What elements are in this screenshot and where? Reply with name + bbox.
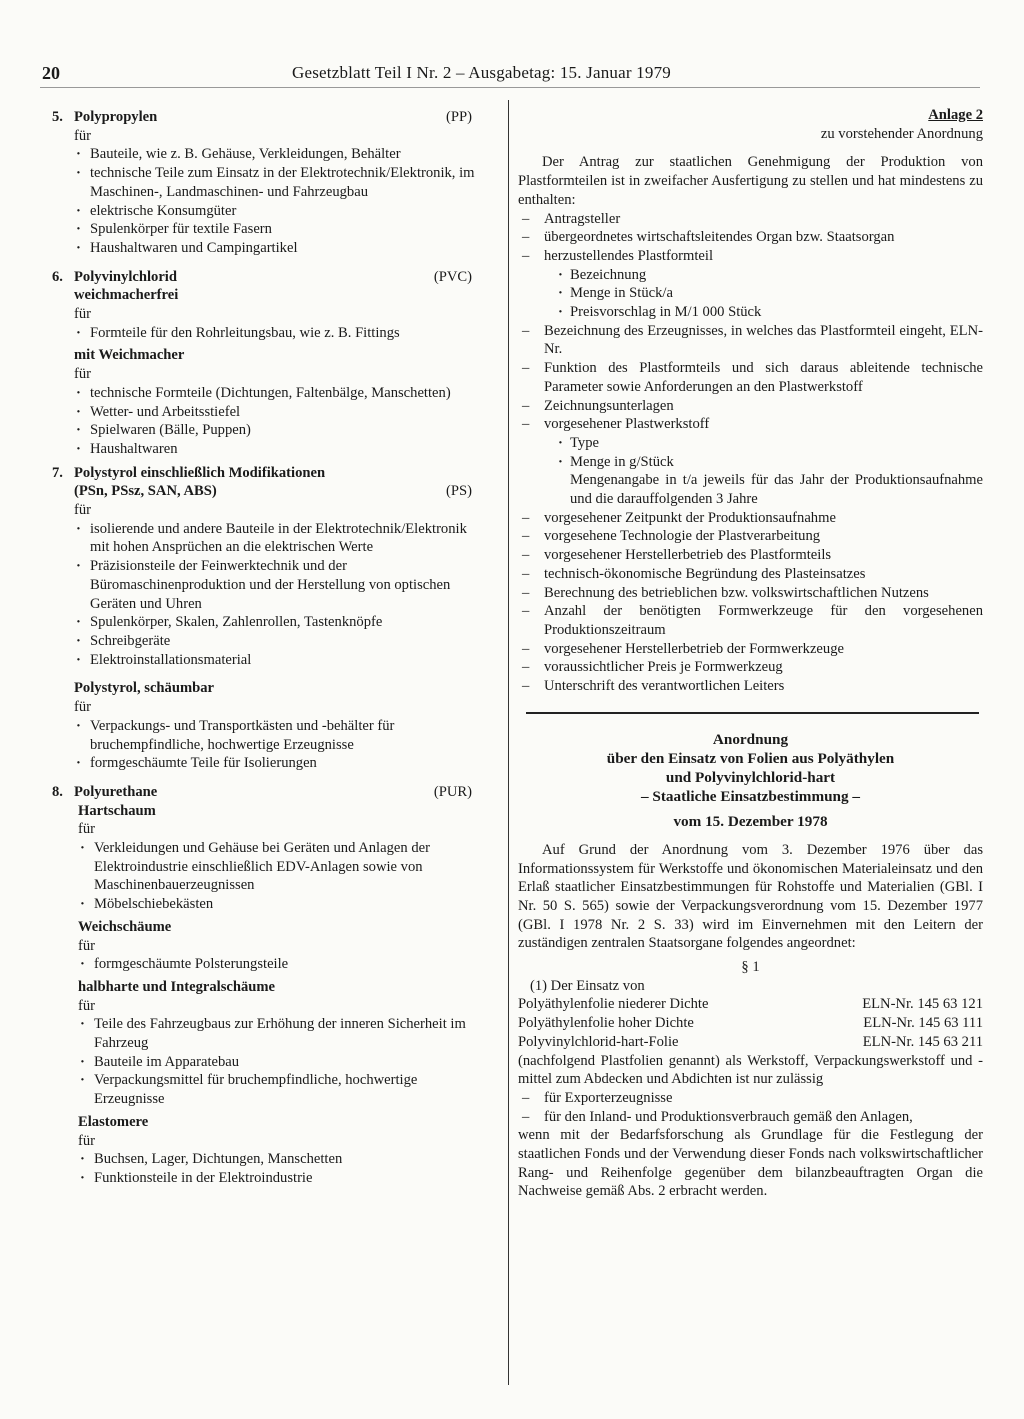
- list-item: · Buchsen, Lager, Dichtungen, Manschetten: [78, 1150, 482, 1169]
- anlage-intro: Der Antrag zur staatlichen Genehmigung der Produktion von Plastformteilen ist in zweifacher Ausfertigung zu stellen und hat mindestens zu enthalten:: [518, 154, 983, 208]
- page-number: 20: [42, 63, 60, 83]
- list-item: – Antragsteller: [518, 210, 983, 229]
- list-item: · Schreibgeräte: [74, 632, 482, 651]
- fur-label: für: [74, 502, 92, 519]
- list-item-label: herzustellendes Plastformteil: [544, 247, 713, 264]
- list-item-label: vorgesehener Plastwerkstoff: [544, 416, 710, 433]
- list-item: · Verpackungsmittel für bruchempfindliche, hochwertige Erzeugnisse: [78, 1071, 482, 1108]
- eln-number: ELN-Nr. 145 63 211: [862, 1033, 983, 1050]
- anordnung-date: vom 15. Dezember 1978: [673, 812, 828, 830]
- antrag-list: [518, 210, 983, 696]
- running-header: Gesetzblatt Teil I Nr. 2 – Ausgabetag: 15. Januar 1979: [292, 63, 671, 82]
- list-item: – vorgesehener Herstellerbetrieb der Formwerkzeuge: [518, 640, 983, 659]
- list-item: – Unterschrift des verantwortlichen Leiters: [518, 677, 983, 696]
- list-item: · Wetter- und Arbeitsstiefel: [74, 403, 482, 422]
- usage-list: [52, 1150, 482, 1187]
- list-item: · isolierende und andere Bauteile in der Elektrotechnik/Elektronik mit hohen Ansprüchen an die elektrischen Werte: [74, 520, 482, 557]
- fur-label: für: [74, 306, 92, 323]
- list-item: · technische Teile zum Einsatz in der Elektrotechnik/Elektronik, im Maschinen-, Landmaschinen- und Fahrzeugbau: [74, 164, 482, 201]
- list-item: · Spielwaren (Bälle, Puppen): [74, 421, 482, 440]
- section-polyurethane: [52, 783, 482, 1188]
- usage-list: [52, 955, 482, 974]
- fur-label: für: [78, 821, 96, 838]
- list-item: – für Exporterzeugnisse: [518, 1089, 983, 1108]
- anordnung-subtitle: – Staatliche Einsatzbestimmung –: [641, 787, 860, 805]
- list-item: [518, 415, 983, 509]
- list-item: · Verkleidungen und Gehäuse bei Geräten und Anlagen der Elektroindustrie einschließlich EDV-Anlagen sowie von Maschinenbauerzeugnissen: [78, 839, 482, 895]
- eln-number: ELN-Nr. 145 63 111: [863, 1015, 983, 1032]
- eln-row: [518, 995, 983, 1014]
- list-item: · Teile des Fahrzeugbaus zur Erhöhung der inneren Sicherheit im Fahrzeug: [78, 1015, 482, 1052]
- list-item: · technische Formteile (Dichtungen, Faltenbälge, Manschetten): [74, 384, 482, 403]
- anlage-subtitle: zu vorstehender Anordnung: [820, 125, 983, 142]
- list-item: · Bauteile, wie z. B. Gehäuse, Verkleidungen, Behälter: [74, 145, 482, 164]
- usage-list: [52, 520, 482, 670]
- list-item: · elektrische Konsumgüter: [74, 202, 482, 221]
- fur-label: für: [78, 1132, 96, 1149]
- subsection-title: Elastomere: [78, 1113, 149, 1130]
- anordnung-preamble: Auf Grund der Anordnung vom 3. Dezember 1976 über das Informationssystem für Werkstoffe und ökonomischen Materialeinsatz und den Erlaß staatlicher Einsatzbestimmungen für Rohstoffe und Materialien (GBl. I Nr. 50 S. 565) sowie der Verpackungsverordnung vom 15. Dezember 1977 (GBl. I 1978 Nr. 2 S. 33) wird im Einvernehmen mit den Leitern der zuständigen zentralen Staatsorgane folgendes angeordnet:: [518, 841, 983, 952]
- list-item: · Elektroinstallationsmaterial: [74, 651, 482, 670]
- sub-list-note: Mengenangabe in t/a jeweils für das Jahr der Produktionsaufnahme und die darauffolgenden 3 Jahre: [570, 472, 983, 508]
- section-polypropylen: [52, 108, 482, 258]
- list-item: – Funktion des Plastformteils und sich daraus ableitende technische Parameter sowie Anforderungen an den Plastwerkstoff: [518, 359, 983, 396]
- list-item: [518, 247, 983, 322]
- column-divider: [508, 100, 509, 1385]
- anordnung-title-line: über den Einsatz von Folien aus Polyäthylen: [606, 749, 895, 767]
- sub-list: [544, 434, 983, 471]
- list-item: · Spulenkörper, Skalen, Zahlenrollen, Tastenknöpfe: [74, 613, 482, 632]
- subsection-title: mit Weichmacher: [74, 347, 185, 364]
- fur-label: für: [78, 997, 96, 1014]
- eln-name: Polyäthylenfolie niederer Dichte: [518, 996, 709, 1013]
- section-polyvinylchlorid: [52, 268, 482, 459]
- section-abbreviation: (PS): [446, 483, 472, 500]
- list-item: · formgeschäumte Teile für Isolierungen: [74, 754, 482, 773]
- anlage-title: Anlage 2: [928, 107, 983, 123]
- list-item: – vorgesehener Zeitpunkt der Produktionsaufnahme: [518, 509, 983, 528]
- section-number: 5.: [52, 109, 63, 125]
- usage-list: [52, 145, 482, 257]
- section-number: 7.: [52, 464, 63, 481]
- paragraph-heading: § 1: [741, 959, 760, 976]
- condition-list: [518, 1089, 983, 1126]
- eln-row: [518, 1033, 983, 1052]
- eln-name: Polyäthylenfolie hoher Dichte: [518, 1015, 694, 1032]
- list-item: · Spulenkörper für textile Fasern: [74, 220, 482, 239]
- list-item: · formgeschäumte Polsterungsteile: [78, 955, 482, 974]
- absatz-1: (1) Der Einsatz von: [530, 977, 645, 994]
- section-abbreviation: (PP): [446, 109, 472, 125]
- right-column: [518, 106, 983, 1201]
- usage-list: [52, 324, 482, 343]
- section-title-continued: (PSn, PSsz, SAN, ABS): [74, 483, 217, 500]
- fur-label: für: [74, 366, 92, 383]
- list-item: · Haushaltwaren und Campingartikel: [74, 239, 482, 258]
- eln-row: [518, 1014, 983, 1033]
- usage-list: [52, 1015, 482, 1109]
- list-item: – Anzahl der benötigten Formwerkzeuge für den vorgesehenen Produktionszeitraum: [518, 602, 983, 639]
- section-polystyrol: [52, 464, 482, 773]
- closing-text: wenn mit der Bedarfsforschung als Grundlage für die Festlegung der staatlichen Fonds und der Verwendung dieser Fonds nach volkswirtschaftlicher Rang- und Reihenfolge gegenüber dem bilanzbeauftragten Organ die Nachweise gemäß Abs. 2 erbracht werden.: [518, 1127, 983, 1200]
- subsection-title: weichmacherfrei: [74, 287, 179, 304]
- list-item: – übergeordnetes wirtschaftsleitendes Organ bzw. Staatsorgan: [518, 228, 983, 247]
- left-column: [52, 108, 482, 1188]
- section-number: 8.: [52, 783, 63, 800]
- section-title: Polyurethane: [74, 783, 158, 800]
- sub-list-item: · Menge in g/Stück: [556, 453, 983, 472]
- sub-list: [544, 266, 983, 322]
- list-item: – vorgesehener Herstellerbetrieb des Plastformteils: [518, 546, 983, 565]
- list-item: · Bauteile im Apparatebau: [78, 1053, 482, 1072]
- list-item: – Bezeichnung des Erzeugnisses, in welches das Plastformteil eingeht, ELN-Nr.: [518, 322, 983, 359]
- sub-list-item: · Menge in Stück/a: [556, 284, 983, 303]
- list-item: – technisch-ökonomische Begründung des Plasteinsatzes: [518, 565, 983, 584]
- subsection-title: Hartschaum: [78, 802, 156, 819]
- fur-label: für: [74, 127, 92, 144]
- list-item: · Präzisionsteile der Feinwerktechnik und der Büromaschinenproduktion und der Herstellung von optischen Geräten und Uhren: [74, 557, 482, 613]
- list-item: – Zeichnungsunterlagen: [518, 397, 983, 416]
- section-title: Polystyrol einschließlich Modifikationen: [74, 464, 326, 481]
- list-item: – Berechnung des betrieblichen bzw. volkswirtschaftlichen Nutzens: [518, 584, 983, 603]
- section-separator: [526, 712, 979, 714]
- anordnung-title-line: und Polyvinylchlorid-hart: [665, 768, 836, 786]
- fur-label: für: [78, 937, 96, 954]
- header-rule: [40, 87, 980, 88]
- usage-list: [52, 717, 482, 773]
- section-number: 6.: [52, 268, 63, 285]
- anordnung-title: Anordnung: [712, 730, 789, 748]
- sub-list-item: · Bezeichnung: [556, 266, 983, 285]
- subsection-title: Polystyrol, schäumbar: [74, 680, 214, 697]
- list-item: – vorgesehene Technologie der Plastverarbeitung: [518, 527, 983, 546]
- sub-list-item: · Preisvorschlag in M/1 000 Stück: [556, 303, 983, 322]
- list-item: · Formteile für den Rohrleitungsbau, wie z. B. Fittings: [74, 324, 482, 343]
- section-title: Polyvinylchlorid: [74, 268, 177, 285]
- section-abbreviation: (PUR): [433, 783, 472, 800]
- usage-list: [52, 839, 482, 914]
- section-abbreviation: (PVC): [433, 268, 472, 285]
- eln-number: ELN-Nr. 145 63 121: [862, 996, 983, 1013]
- list-item: · Haushaltwaren: [74, 440, 482, 459]
- subsection-title: halbharte und Integralschäume: [78, 978, 276, 995]
- list-item: – voraussichtlicher Preis je Formwerkzeug: [518, 658, 983, 677]
- list-item: · Funktionsteile in der Elektroindustrie: [78, 1169, 482, 1188]
- usage-list: [52, 384, 482, 459]
- sub-list-item: · Type: [556, 434, 983, 453]
- list-item: · Möbelschiebekästen: [78, 895, 482, 914]
- list-item: – für den Inland- und Produktionsverbrauch gemäß den Anlagen,: [518, 1108, 983, 1127]
- section-title: Polypropylen: [74, 109, 158, 125]
- eln-name: Polyvinylchlorid-hart-Folie: [518, 1033, 679, 1050]
- after-eln-text: (nachfolgend Plastfolien genannt) als Werkstoff, Verpackungswerkstoff und -mittel zum Abdecken und Abdichten ist nur zulässig: [518, 1052, 983, 1088]
- subsection-title: Weichschäume: [78, 918, 172, 935]
- fur-label: für: [74, 699, 92, 716]
- list-item: · Verpackungs- und Transportkästen und -behälter für bruchempfindliche, hochwertige Erzeugnisse: [74, 717, 482, 754]
